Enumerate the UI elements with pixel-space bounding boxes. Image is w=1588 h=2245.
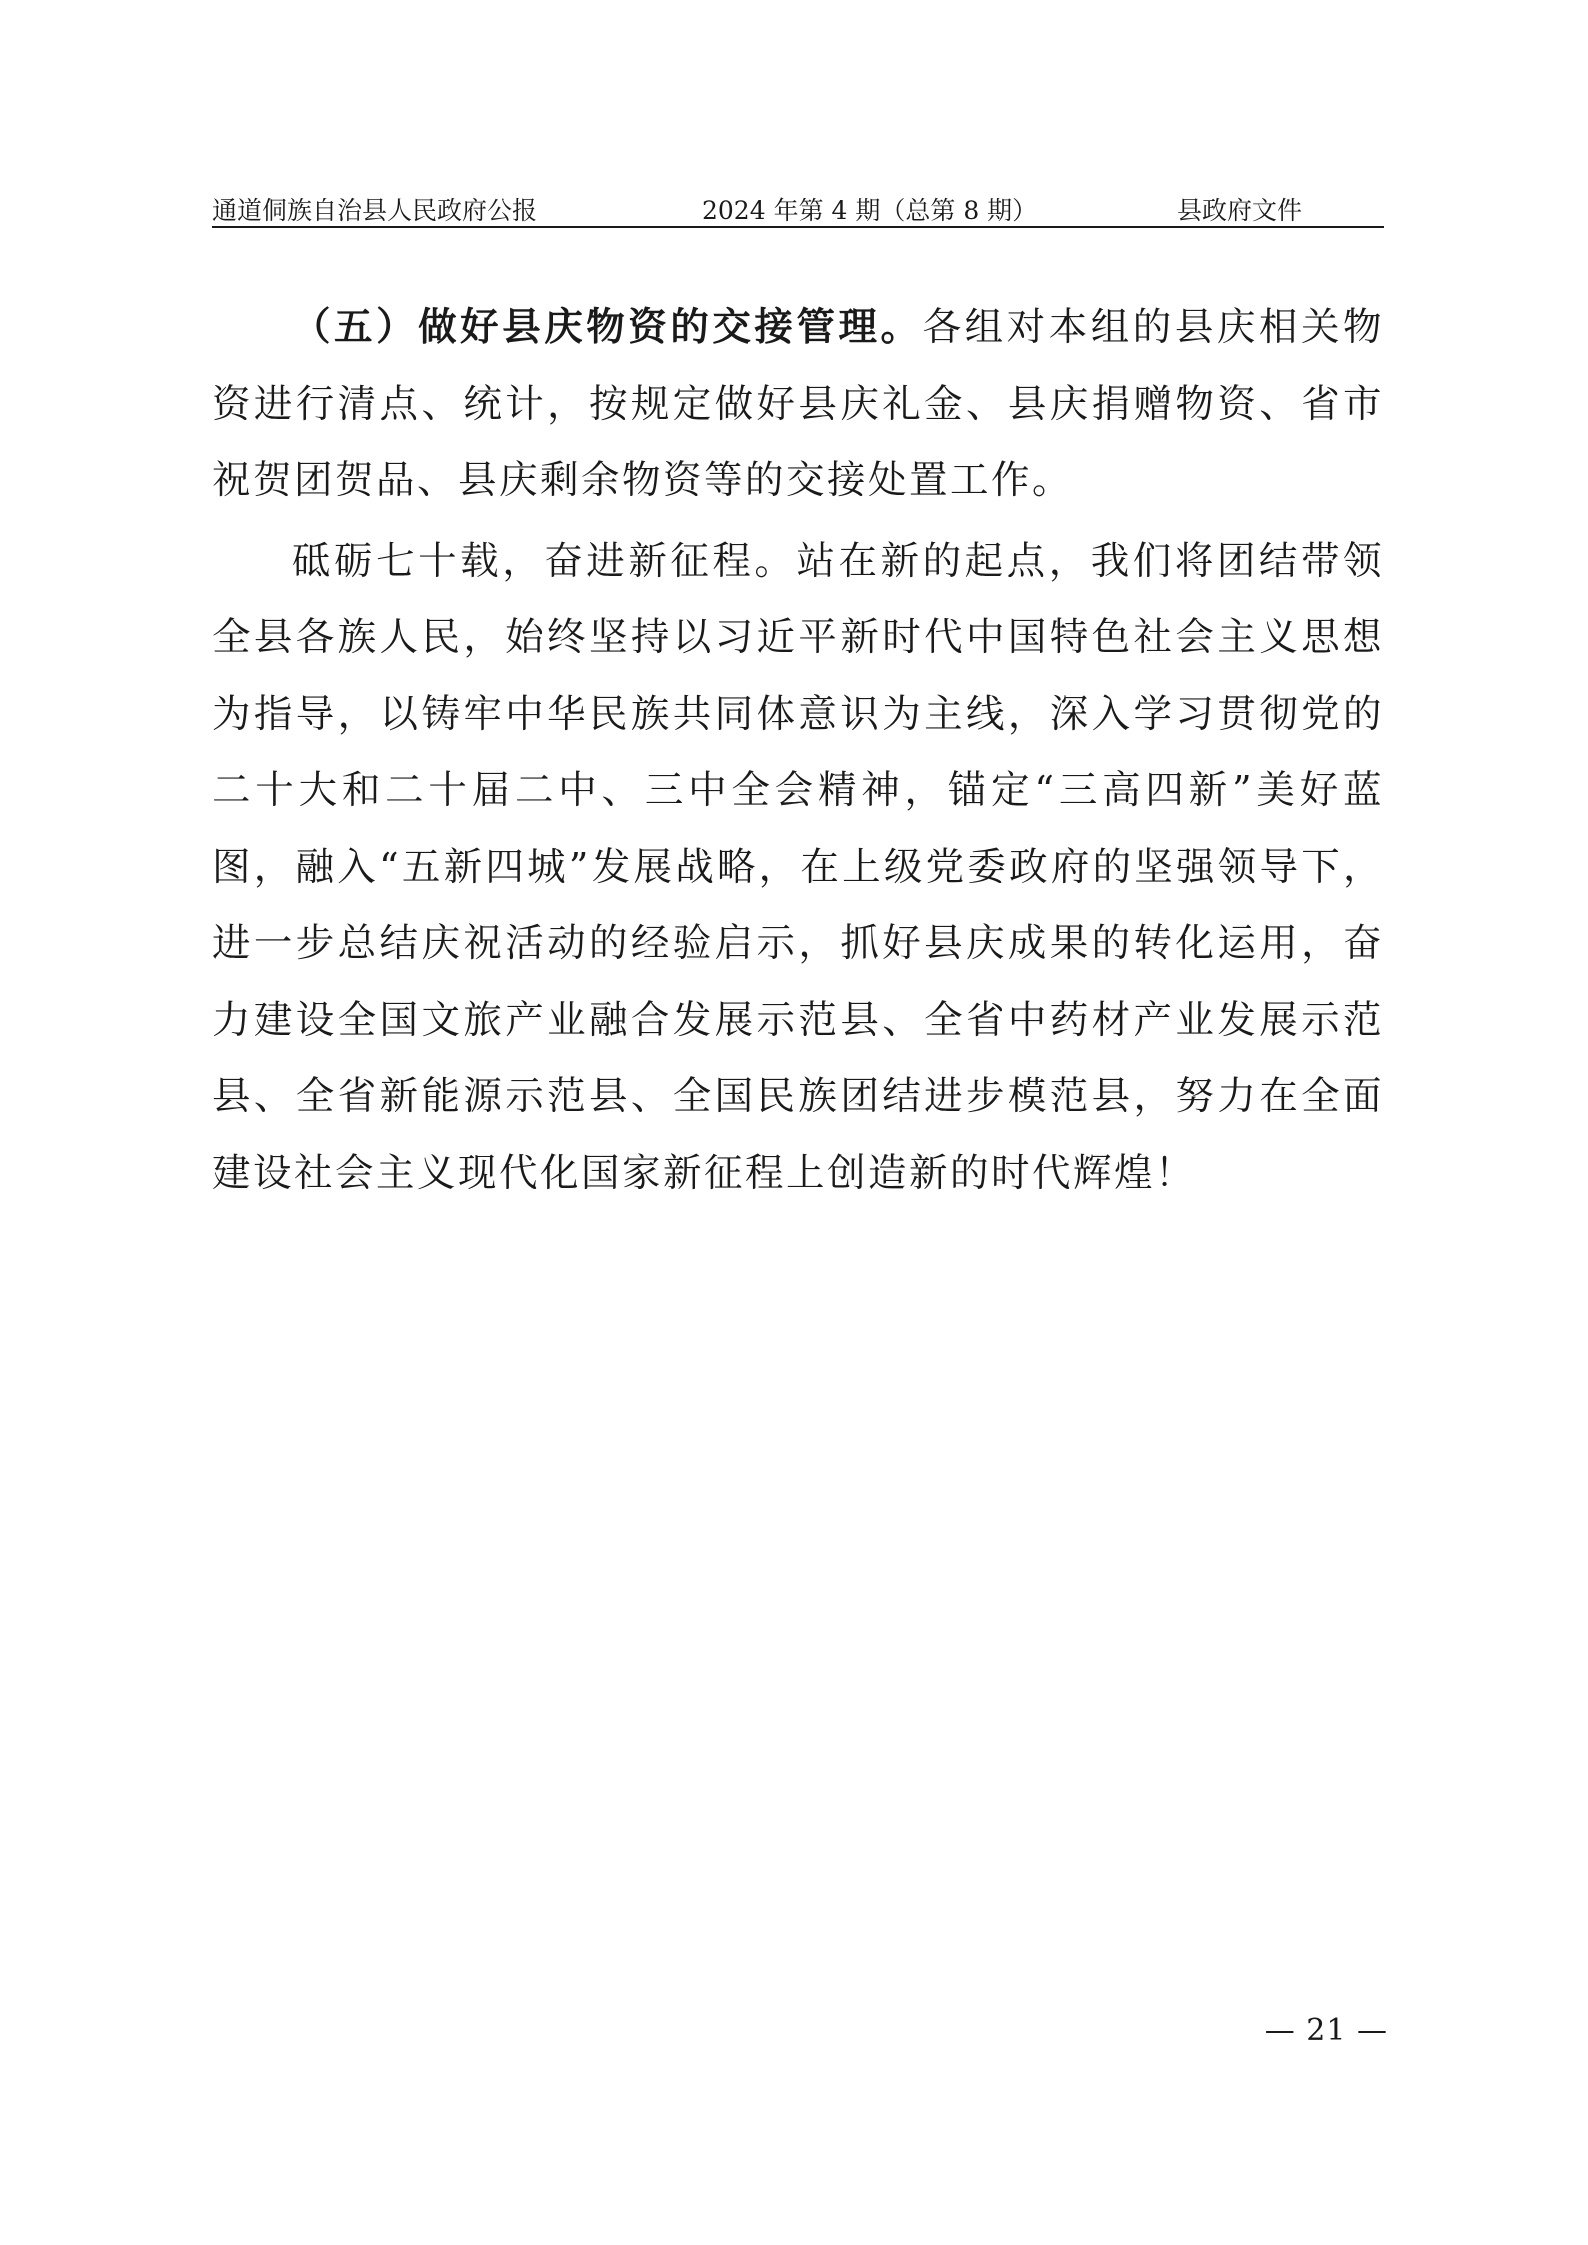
page-number: — 21 —: [1264, 2013, 1388, 2048]
section-5-body: 各组对本组的县庆相关物资进行清点、统计，按规定做好县庆礼金、县庆捐赠物资、省市祝贺团贺品、县庆剩余物资等的交接处置工作。: [212, 305, 1384, 503]
paragraph-section-5: [212, 290, 1384, 520]
page-header: [212, 196, 1384, 230]
section-5-heading: （五）做好县庆物资的交接管理。: [292, 305, 923, 350]
header-issue-number: 2024 年第 4 期（总第 8 期）: [702, 196, 1038, 225]
header-publication-title: 通道侗族自治县人民政府公报: [212, 196, 538, 225]
paragraph-closing: 砥砺七十载，奋进新征程。站在新的起点，我们将团结带领全县各族人民，始终坚持以习近平新时代中国特色社会主义思想为指导，以铸牢中华民族共同体意识为主线，深入学习贯彻党的二十大和二十届二中、三中全会精神，锚定“三高四新”美好蓝图，融入“五新四城”发展战略，在上级党委政府的坚强领导下，进一步总结庆祝活动的经验启示，抓好县庆成果的转化运用，奋力建设全国文旅产业融合发展示范县、全省中药材产业发展示范县、全省新能源示范县、全国民族团结进步模范县，努力在全面建设社会主义现代化国家新征程上创造新的时代辉煌！: [212, 538, 1384, 1196]
header-section-name: 县政府文件: [1176, 196, 1302, 225]
document-body: [212, 290, 1384, 1212]
header-divider: [212, 226, 1384, 228]
